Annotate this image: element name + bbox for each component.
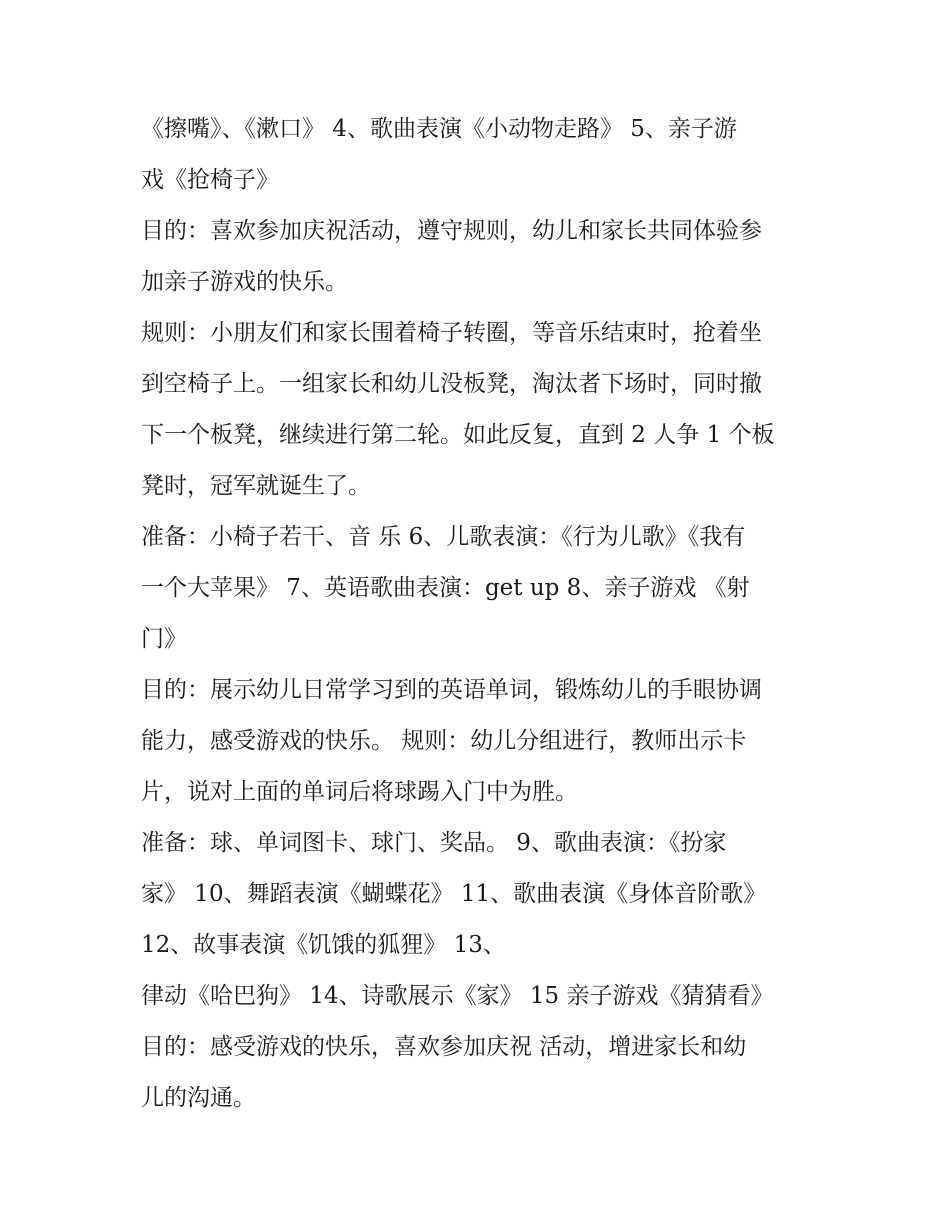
text-line: 一个大苹果》 7、英语歌曲表演：get up 8、亲子游戏 《射	[141, 575, 750, 601]
text-line: 目的：喜欢参加庆祝活动，遵守规则，幼儿和家长共同体验参	[141, 218, 762, 244]
text-line: 12、故事表演《饥饿的狐狸》 13、	[141, 932, 506, 958]
text-line: 律动《哈巴狗》 14、诗歌展示《家》 15 亲子游戏《猜猜看》	[141, 983, 774, 1009]
text-line: 凳时，冠军就诞生了。	[141, 473, 371, 499]
text-line: 规则：小朋友们和家长围着椅子转圈，等音乐结束时，抢着坐	[141, 320, 762, 346]
text-line: 目的：感受游戏的快乐，喜欢参加庆祝 活动，增进家长和幼	[141, 1034, 747, 1060]
text-line: 到空椅子上。一组家长和幼儿没板凳，淘汰者下场时，同时撤	[141, 371, 762, 397]
text-line: 准备：小椅子若干、音 乐 6、儿歌表演：《行为儿歌》《我有	[141, 524, 746, 550]
body-text	[141, 104, 821, 1124]
text-line: 能力，感受游戏的快乐。 规则：幼儿分组进行，教师出示卡	[141, 728, 747, 754]
text-line: 儿的沟通。	[141, 1085, 256, 1111]
text-line: 加亲子游戏的快乐。	[141, 269, 348, 295]
text-line: 目的：展示幼儿日常学习到的英语单词，锻炼幼儿的手眼协调	[141, 677, 762, 703]
text-line: 《擦嘴》、《漱口》 4、歌曲表演《小动物走路》 5、亲子游	[141, 116, 737, 142]
text-line: 片，说对上面的单词后将球踢入门中为胜。	[141, 779, 578, 805]
text-line: 准备：球、单词图卡、球门、奖品。 9、歌曲表演：《扮家	[141, 830, 727, 856]
text-line: 下一个板凳，继续进行第二轮。如此反复，直到 2 人争 1 个板	[141, 422, 775, 448]
text-line: 戏《抢椅子》	[141, 167, 279, 193]
text-line: 门》	[141, 626, 187, 652]
text-line: 家》 10、舞蹈表演《蝴蝶花》 11、歌曲表演《身体音阶歌》	[141, 881, 767, 907]
